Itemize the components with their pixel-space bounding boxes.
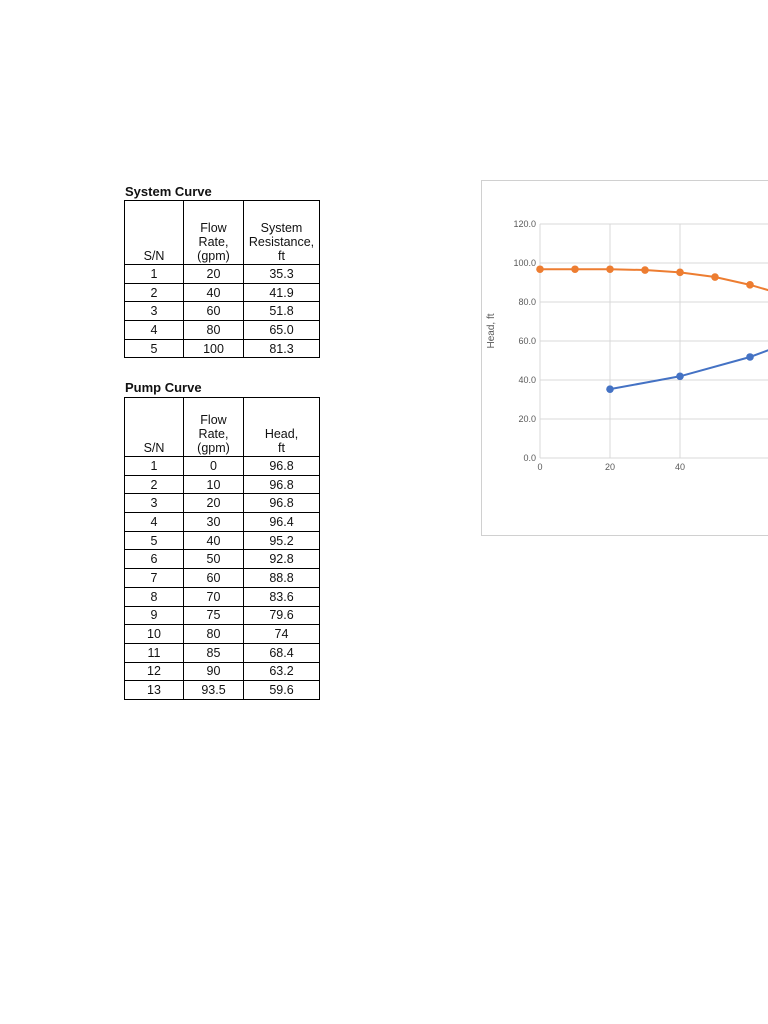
table-cell: 12 bbox=[125, 662, 184, 681]
column-header: Head, ft bbox=[244, 398, 320, 457]
table-row bbox=[125, 457, 320, 476]
table-cell: 50 bbox=[184, 550, 244, 569]
table-cell: 41.9 bbox=[244, 283, 320, 302]
data-point bbox=[711, 273, 719, 281]
data-point bbox=[606, 265, 614, 273]
table-cell: 10 bbox=[125, 625, 184, 644]
table-cell: 3 bbox=[125, 302, 184, 321]
table-cell: 81.3 bbox=[244, 339, 320, 358]
head-flow-chart bbox=[481, 180, 768, 536]
table-cell: 10 bbox=[184, 475, 244, 494]
y-tick-label: 100.0 bbox=[513, 258, 536, 268]
table-cell: 2 bbox=[125, 283, 184, 302]
table-cell: 51.8 bbox=[244, 302, 320, 321]
table-cell: 96.4 bbox=[244, 513, 320, 532]
table-cell: 83.6 bbox=[244, 587, 320, 606]
table-cell: 68.4 bbox=[244, 643, 320, 662]
table-row bbox=[125, 494, 320, 513]
table-header-row bbox=[125, 201, 320, 265]
data-point bbox=[571, 265, 579, 273]
data-point bbox=[676, 372, 684, 380]
table-row bbox=[125, 550, 320, 569]
pump-curve-title: Pump Curve bbox=[125, 380, 202, 395]
column-header: S/N bbox=[125, 398, 184, 457]
table-row bbox=[125, 662, 320, 681]
table-cell: 40 bbox=[184, 531, 244, 550]
table-row bbox=[125, 302, 320, 321]
table-cell: 75 bbox=[184, 606, 244, 625]
data-point bbox=[641, 266, 649, 274]
table-cell: 4 bbox=[125, 321, 184, 340]
table-row bbox=[125, 681, 320, 700]
table-cell: 7 bbox=[125, 569, 184, 588]
table-cell: 60 bbox=[184, 569, 244, 588]
table-cell: 8 bbox=[125, 587, 184, 606]
table-row bbox=[125, 569, 320, 588]
table-cell: 1 bbox=[125, 265, 184, 284]
system-curve-title: System Curve bbox=[125, 184, 212, 199]
table-cell: 80 bbox=[184, 321, 244, 340]
table-row bbox=[125, 587, 320, 606]
table-cell: 30 bbox=[184, 513, 244, 532]
chart-frame bbox=[482, 181, 768, 536]
table-row bbox=[125, 321, 320, 340]
system-curve-table bbox=[124, 200, 320, 358]
table-cell: 96.8 bbox=[244, 494, 320, 513]
table-row bbox=[125, 283, 320, 302]
table-cell: 63.2 bbox=[244, 662, 320, 681]
table-cell: 70 bbox=[184, 587, 244, 606]
table-row bbox=[125, 606, 320, 625]
data-point bbox=[676, 269, 684, 277]
table-cell: 1 bbox=[125, 457, 184, 476]
table-cell: 96.8 bbox=[244, 457, 320, 476]
table-cell: 4 bbox=[125, 513, 184, 532]
table-cell: 20 bbox=[184, 265, 244, 284]
table-cell: 100 bbox=[184, 339, 244, 358]
table-cell: 11 bbox=[125, 643, 184, 662]
y-tick-label: 20.0 bbox=[518, 414, 536, 424]
y-tick-label: 40.0 bbox=[518, 375, 536, 385]
table-cell: 85 bbox=[184, 643, 244, 662]
table-cell: 9 bbox=[125, 606, 184, 625]
y-tick-label: 0.0 bbox=[523, 453, 536, 463]
pump-curve-table bbox=[124, 397, 320, 700]
x-tick-label: 0 bbox=[537, 462, 543, 472]
table-row bbox=[125, 625, 320, 644]
column-header: System Resistance, ft bbox=[244, 201, 320, 265]
table-cell: 6 bbox=[125, 550, 184, 569]
y-tick-label: 60.0 bbox=[518, 336, 536, 346]
y-tick-label: 120.0 bbox=[513, 219, 536, 229]
table-row bbox=[125, 531, 320, 550]
table-row bbox=[125, 339, 320, 358]
table-row bbox=[125, 643, 320, 662]
x-tick-label: 40 bbox=[674, 462, 686, 472]
table-cell: 2 bbox=[125, 475, 184, 494]
table-cell: 79.6 bbox=[244, 606, 320, 625]
data-point bbox=[746, 353, 754, 361]
table-cell: 35.3 bbox=[244, 265, 320, 284]
column-header: Flow Rate, (gpm) bbox=[184, 201, 244, 265]
table-header-row bbox=[125, 398, 320, 457]
table-row bbox=[125, 475, 320, 494]
table-cell: 0 bbox=[184, 457, 244, 476]
chart-canvas bbox=[481, 180, 768, 536]
table-cell: 60 bbox=[184, 302, 244, 321]
table-cell: 90 bbox=[184, 662, 244, 681]
table-cell: 40 bbox=[184, 283, 244, 302]
data-point bbox=[536, 265, 544, 273]
table-row bbox=[125, 265, 320, 284]
column-header: S/N bbox=[125, 201, 184, 265]
table-row bbox=[125, 513, 320, 532]
table-cell: 65.0 bbox=[244, 321, 320, 340]
table-cell: 92.8 bbox=[244, 550, 320, 569]
table-cell: 3 bbox=[125, 494, 184, 513]
table-cell: 88.8 bbox=[244, 569, 320, 588]
column-header: Flow Rate, (gpm) bbox=[184, 398, 244, 457]
data-point bbox=[606, 385, 614, 393]
y-axis-label: Head, ft bbox=[486, 313, 497, 349]
table-cell: 5 bbox=[125, 339, 184, 358]
table-cell: 93.5 bbox=[184, 681, 244, 700]
table-cell: 5 bbox=[125, 531, 184, 550]
y-tick-label: 80.0 bbox=[518, 297, 536, 307]
table-cell: 74 bbox=[244, 625, 320, 644]
table-cell: 59.6 bbox=[244, 681, 320, 700]
x-tick-label: 20 bbox=[604, 462, 616, 472]
data-point bbox=[746, 281, 754, 289]
table-cell: 20 bbox=[184, 494, 244, 513]
table-cell: 80 bbox=[184, 625, 244, 644]
table-cell: 96.8 bbox=[244, 475, 320, 494]
table-cell: 13 bbox=[125, 681, 184, 700]
table-cell: 95.2 bbox=[244, 531, 320, 550]
